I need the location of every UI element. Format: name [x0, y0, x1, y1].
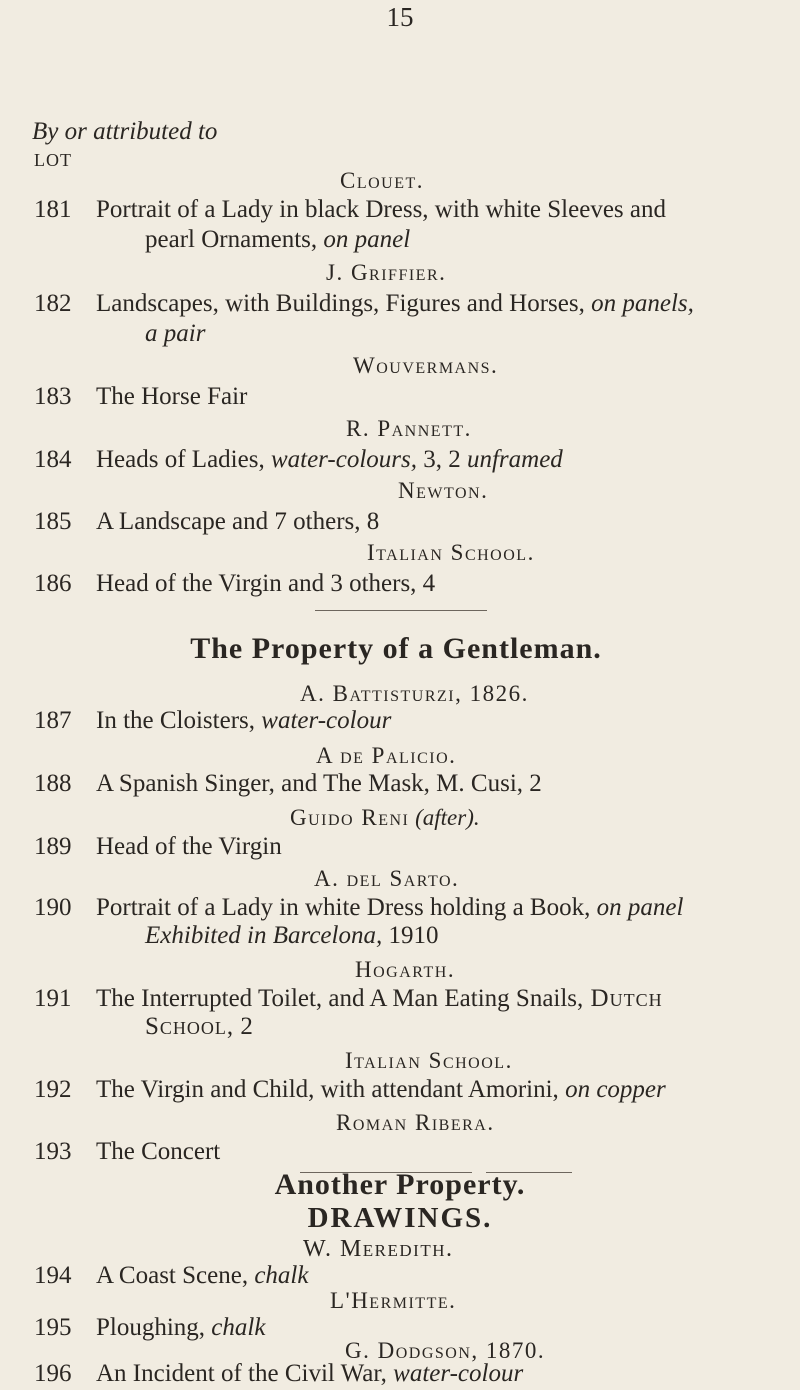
page-number: 15 — [386, 2, 414, 32]
artist-name: A de Palicio. — [316, 743, 457, 768]
lot-description: Landscapes, with Buildings, Figures and Horses, on panels, — [96, 290, 694, 317]
artist-name: Newton. — [398, 478, 489, 503]
artist-name: R. Pannett. — [346, 416, 472, 441]
page-heading: By or attributed to — [32, 118, 218, 145]
lot-description-cont: School, 2 — [145, 1013, 253, 1040]
lot-description: A Landscape and 7 others, 8 — [96, 508, 380, 535]
section-title: The Property of a Gentleman. — [190, 632, 602, 665]
lot-description: A Spanish Singer, and The Mask, M. Cusi, 2 — [96, 770, 542, 797]
lot-description: Portrait of a Lady in white Dress holding a Book, on panel — [96, 894, 684, 921]
lot-description: The Horse Fair — [96, 383, 248, 410]
lot-number: 191 — [34, 985, 72, 1012]
lot-number: 193 — [34, 1138, 72, 1165]
lot-number: 182 — [34, 290, 72, 317]
lot-description: An Incident of the Civil War, water-colour — [96, 1360, 524, 1387]
lot-number: 194 — [34, 1262, 72, 1289]
artist-name: J. Griffier. — [326, 260, 447, 285]
artist-name: Clouet. — [340, 168, 425, 193]
lot-number: 186 — [34, 570, 72, 597]
lot-number: 189 — [34, 833, 72, 860]
lot-number: 185 — [34, 508, 72, 535]
artist-name: Italian School. — [345, 1048, 513, 1073]
artist-name: A. Battisturzi, 1826. — [300, 681, 529, 706]
lot-description-cont: a pair — [145, 320, 206, 347]
artist-name: A. del Sarto. — [314, 866, 460, 891]
artist-name: Roman Ribera. — [336, 1110, 495, 1135]
lot-description: Head of the Virgin — [96, 833, 282, 860]
section-title: Another Property. — [274, 1168, 526, 1201]
lot-description: The Virgin and Child, with attendant Amorini, on copper — [96, 1076, 666, 1103]
lot-description-cont: pearl Ornaments, on panel — [145, 226, 411, 253]
lot-description: In the Cloisters, water-colour — [96, 707, 392, 734]
lot-number: 183 — [34, 383, 72, 410]
artist-name: L'Hermitte. — [330, 1288, 457, 1313]
lot-number: 184 — [34, 446, 72, 473]
artist-name: Hogarth. — [355, 957, 456, 982]
lot-column-label: LOT — [34, 150, 72, 170]
artist-name: Italian School. — [367, 540, 535, 565]
lot-description: Heads of Ladies, water-colours, 3, 2 unframed — [96, 446, 563, 473]
artist-name: Guido Reni (after). — [290, 805, 480, 830]
lot-number: 188 — [34, 770, 72, 797]
lot-description: Head of the Virgin and 3 others, 4 — [96, 570, 436, 597]
lot-description: A Coast Scene, chalk — [96, 1262, 309, 1289]
lot-description: The Concert — [96, 1138, 221, 1165]
lot-number: 196 — [34, 1360, 72, 1387]
lot-number: 190 — [34, 894, 72, 921]
lot-number: 195 — [34, 1314, 72, 1341]
lot-description: Ploughing, chalk — [96, 1314, 266, 1341]
lot-number: 187 — [34, 707, 72, 734]
lot-description-cont: Exhibited in Barcelona, 1910 — [145, 922, 439, 949]
lot-number: 192 — [34, 1076, 72, 1103]
artist-name: Wouvermans. — [353, 353, 499, 378]
section-subtitle: DRAWINGS. — [307, 1202, 493, 1234]
artist-name: G. Dodgson, 1870. — [345, 1338, 546, 1363]
lot-description: Portrait of a Lady in black Dress, with white Sleeves and — [96, 196, 666, 223]
section-divider — [315, 610, 487, 611]
lot-description: The Interrupted Toilet, and A Man Eating Snails, Dutch — [96, 985, 663, 1012]
lot-number: 181 — [34, 196, 72, 223]
artist-name: W. Meredith. — [303, 1236, 454, 1262]
